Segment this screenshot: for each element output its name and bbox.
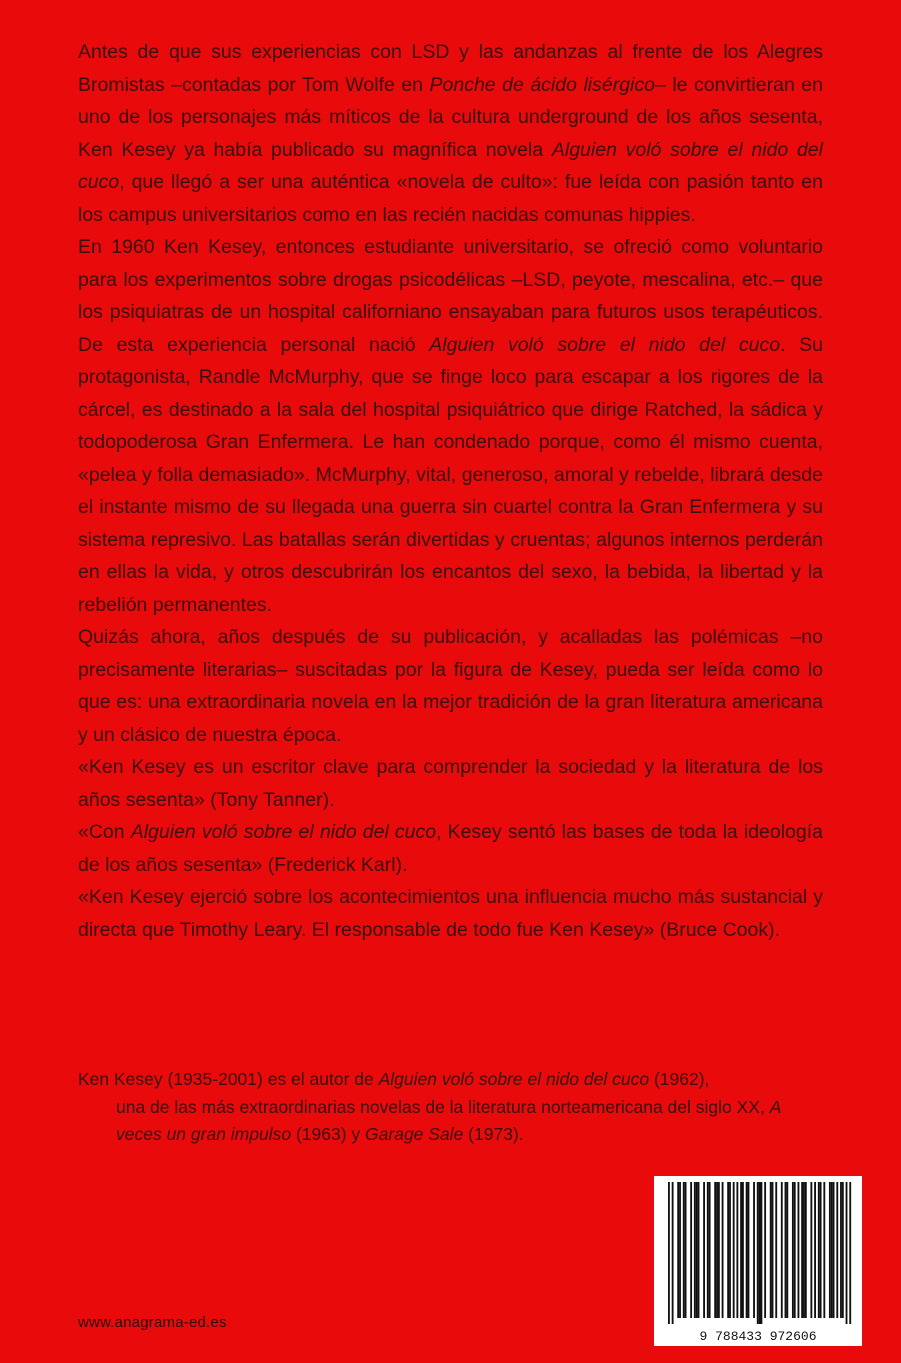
barcode-bar <box>698 1182 700 1318</box>
book-title-italic: Alguien voló sobre el nido del cuco <box>378 1069 650 1089</box>
blurb-text: – le convirtieran en uno de los personajes más míticos de la cultura underground de los años sesenta, Ken Kesey ya había publicado su magnífica novela <box>78 73 823 161</box>
blurb-text: , que llegó a ser una auténtica «novela de culto»: fue leída con pasión tanto en los campus universitarios como en las recién nacidas comunas hippies. <box>78 171 823 226</box>
barcode-bar <box>814 1182 816 1318</box>
blurb-text: Antes de que sus experiencias con LSD y las andanzas al frente de los Alegres Bromistas –contadas por Tom Wolfe en <box>78 41 823 96</box>
barcode-bar <box>781 1182 783 1318</box>
barcode-bar <box>829 1182 831 1318</box>
barcode-bar <box>742 1182 744 1318</box>
barcode-bar <box>729 1182 731 1318</box>
barcode-bar <box>703 1182 705 1318</box>
barcode-bar <box>759 1182 761 1324</box>
publisher-website: www.anagrama-ed.es <box>78 1314 227 1331</box>
author-bio <box>78 1066 823 1149</box>
back-cover-blurb <box>78 36 823 946</box>
barcode-bar <box>694 1182 696 1318</box>
barcode-bar <box>716 1182 718 1318</box>
barcode-bar <box>748 1182 750 1318</box>
barcode-bar <box>740 1182 742 1318</box>
barcode-bar <box>823 1182 825 1318</box>
barcode-bar <box>709 1182 711 1318</box>
barcode-bar <box>786 1182 788 1318</box>
barcode-bar <box>805 1182 807 1318</box>
book-title-italic: Ponche de ácido lisérgico <box>429 73 655 96</box>
barcode-bar <box>707 1182 709 1318</box>
book-title-italic: Alguien voló sobre el nido del cuco <box>130 821 437 843</box>
barcode-bar <box>792 1182 794 1318</box>
blurb-text: En 1960 Ken Kesey, entonces estudiante universitario, se ofreció como voluntario para los experimentos sobre drogas psicodélicas –LSD, peyote, mescalina, etc.– que los psiquiatras de un hospital californiano ensayaban para futuros usos terapéuticos. De esta experiencia personal nació <box>78 236 823 356</box>
barcode-bar <box>761 1182 763 1324</box>
barcode-bars <box>668 1182 851 1324</box>
barcode-bar <box>746 1182 748 1318</box>
quote-bruce-cook: «Ken Kesey ejerció sobre los acontecimientos una influencia mucho más sustancial y directa que Timothy Leary. El responsable de todo fue Ken Kesey» (Bruce Cook). <box>78 886 823 941</box>
barcode-bar <box>714 1182 716 1318</box>
barcode-bar <box>685 1182 687 1318</box>
barcode-bar <box>764 1182 766 1318</box>
barcode-bar <box>831 1182 833 1318</box>
barcode-bar <box>722 1182 724 1318</box>
barcode-bar <box>718 1182 720 1318</box>
barcode-bar <box>753 1182 755 1318</box>
blurb-paragraph-2 <box>78 231 823 621</box>
barcode-bar <box>785 1182 787 1318</box>
barcode-bar <box>772 1182 774 1318</box>
quote-tony-tanner: «Ken Kesey es un escritor clave para comprender la sociedad y la literatura de los años sesenta» (Tony Tanner). <box>78 756 823 811</box>
barcode-bar <box>840 1182 842 1318</box>
barcode-bar <box>798 1182 800 1318</box>
barcode-bar <box>801 1182 803 1318</box>
barcode-bar <box>846 1182 848 1324</box>
blurb-text: «Con <box>78 821 131 843</box>
barcode-bar <box>690 1182 692 1318</box>
barcode-digits: 9 788433 972606 <box>699 1329 817 1344</box>
book-title-italic: Garage Sale <box>365 1124 464 1144</box>
bio-text: una de las más extraordinarias novelas de la literatura norteamericana del siglo XX, <box>116 1096 770 1117</box>
barcode-bar <box>770 1182 772 1318</box>
isbn-barcode <box>654 1176 862 1346</box>
bio-text: (1973). <box>463 1124 524 1144</box>
book-title-italic: Alguien voló sobre el nido del cuco <box>78 138 823 193</box>
barcode-bar <box>820 1182 822 1318</box>
barcode-bar <box>818 1182 820 1318</box>
barcode-bar <box>775 1182 777 1318</box>
book-title-italic: A veces un gran impulso <box>116 1096 781 1144</box>
book-title-italic: Alguien voló sobre el nido del cuco <box>429 333 781 356</box>
barcode-bar <box>736 1182 738 1318</box>
blurb-paragraph-3: Quizás ahora, años después de su publicación, y acalladas las polémicas –no precisamente literarias– suscitadas por la figura de Kesey, pueda ser leída como lo que es: una extraordinaria novela en la mejor tradición de la gran literatura americana y un clásico de nuestra época. <box>78 626 823 746</box>
barcode-bar <box>679 1182 681 1318</box>
barcode-bar <box>727 1182 729 1318</box>
bio-indented-lines <box>78 1094 823 1149</box>
barcode-bar <box>683 1182 685 1318</box>
bio-text: Ken Kesey (1935-2001) es el autor de <box>78 1069 379 1089</box>
barcode-bar <box>842 1182 844 1318</box>
bio-text: (1963) y <box>291 1124 366 1144</box>
barcode-bar <box>668 1182 670 1324</box>
barcode-bar <box>794 1182 796 1318</box>
barcode-bar <box>696 1182 698 1318</box>
bio-text: (1962), <box>649 1069 710 1089</box>
barcode-bar <box>849 1182 851 1324</box>
quote-frederick-karl <box>78 816 823 881</box>
barcode-bar <box>677 1182 679 1318</box>
author-bio-text <box>78 1066 823 1149</box>
barcode-bar <box>833 1182 835 1318</box>
barcode-bar <box>672 1182 674 1324</box>
barcode-bar <box>810 1182 812 1318</box>
barcode-bar <box>757 1182 759 1324</box>
barcode-bar <box>803 1182 805 1318</box>
blurb-text: . Su protagonista, Randle McMurphy, que se finge loco para escapar a los rigores de la cárcel, es destinado a la sala del hospital psiquiátrico que dirige Ratched, la sádica y todopoderosa Gran Enfermera. Le han condenado porque, como él mismo cuenta, «pelea y folla demasiado». McMurphy, vital, generoso, amoral y rebelde, librará desde el instante mismo de su llegada una guerra sin cuartel contra la Gran Enfermera y su sistema represivo. Las batallas serán divertidas y cruentas; algunos internos perderán en ellas la vida, y otros descubrirán los encantos del sexo, la bebida, la libertad y la rebelión permanentes. <box>78 333 823 616</box>
barcode-bar <box>836 1182 838 1318</box>
barcode-graphic <box>658 1176 858 1346</box>
blurb-text: , Kesey sentó las bases de toda la ideología de los años sesenta» (Frederick Karl). <box>78 821 823 876</box>
blurb-paragraph-1 <box>78 36 823 231</box>
barcode-bar <box>733 1182 735 1318</box>
